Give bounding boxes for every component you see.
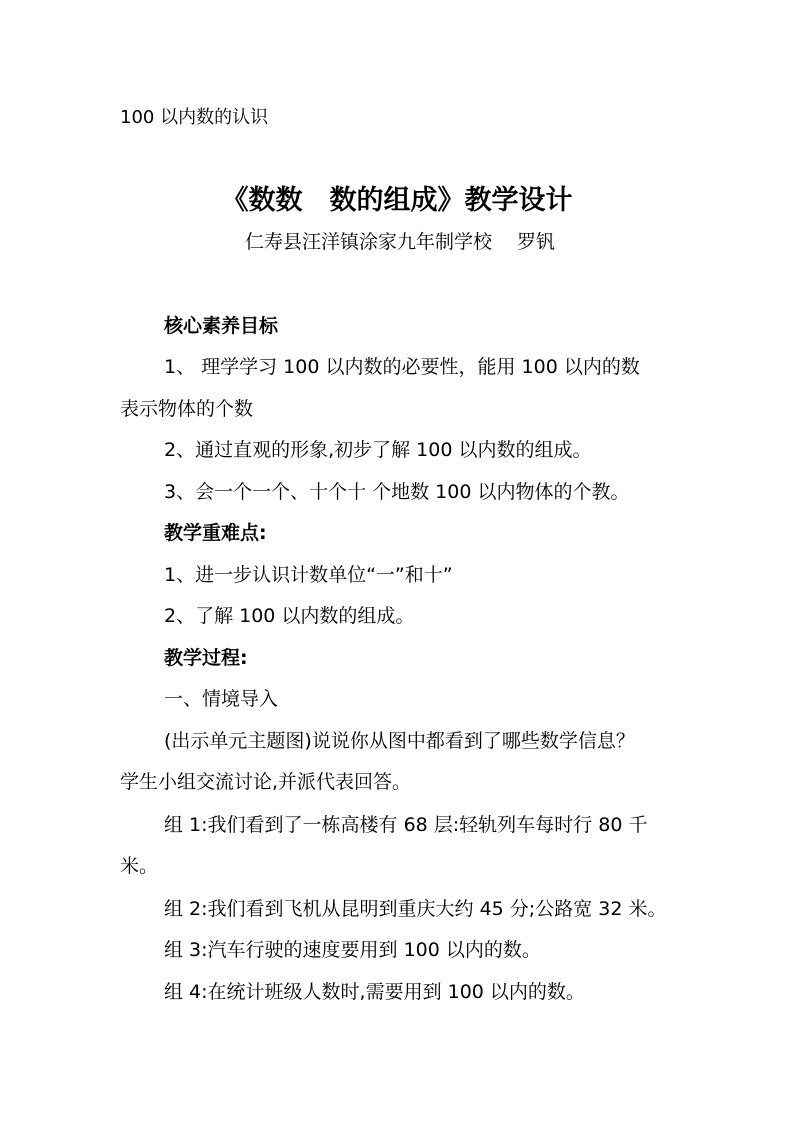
key-point-2: 2、了解 100 以内数的组成。: [164, 605, 415, 627]
goal-3: 3、会一个一个、十个十 个地数 100 以内物体的个教。: [164, 481, 630, 503]
goal-2: 2、通过直观的形象,初步了解 100 以内数的组成。: [164, 439, 592, 461]
paragraph-1-line-1: (出示单元主题图)说说你从图中都看到了哪些数学信息？: [164, 730, 635, 752]
key-points-heading: 教学重难点:: [164, 522, 267, 544]
part-1-heading: 一、情境导入: [164, 688, 279, 710]
group-1-line-2: 米。: [120, 855, 159, 877]
goal-1-line-1: 1、 理学学习 100 以内数的必要性，能用 100 以内的数: [164, 356, 640, 378]
document-title: 《数数 数的组成》教学设计: [221, 185, 573, 216]
paragraph-1-line-2: 学生小组交流讨论,并派代表回答。: [120, 771, 412, 793]
group-2: 组 2:我们看到飞机从昆明到重庆大约 45 分;公路宽 32 米。: [164, 898, 667, 920]
process-heading: 教学过程:: [164, 647, 248, 669]
goals-heading: 核心素养目标: [164, 315, 279, 337]
key-point-1: 1、进一步认识计数单位“一”和十”: [164, 564, 453, 586]
group-1-line-1: 组 1:我们看到了一栋高楼有 68 层:轻轨列车每时行 80 千: [164, 814, 648, 836]
author-line: 仁寿县汪洋镇涂家九年制学校 罗钒: [244, 231, 556, 253]
group-4: 组 4:在统计班级人数时,需要用到 100 以内的数。: [164, 981, 585, 1003]
goal-1-line-2: 表示物体的个数: [120, 398, 254, 420]
header-note: 100 以内数的认识: [120, 107, 269, 128]
group-3: 组 3:汽车行驶的速度要用到 100 以内的数。: [164, 939, 541, 961]
